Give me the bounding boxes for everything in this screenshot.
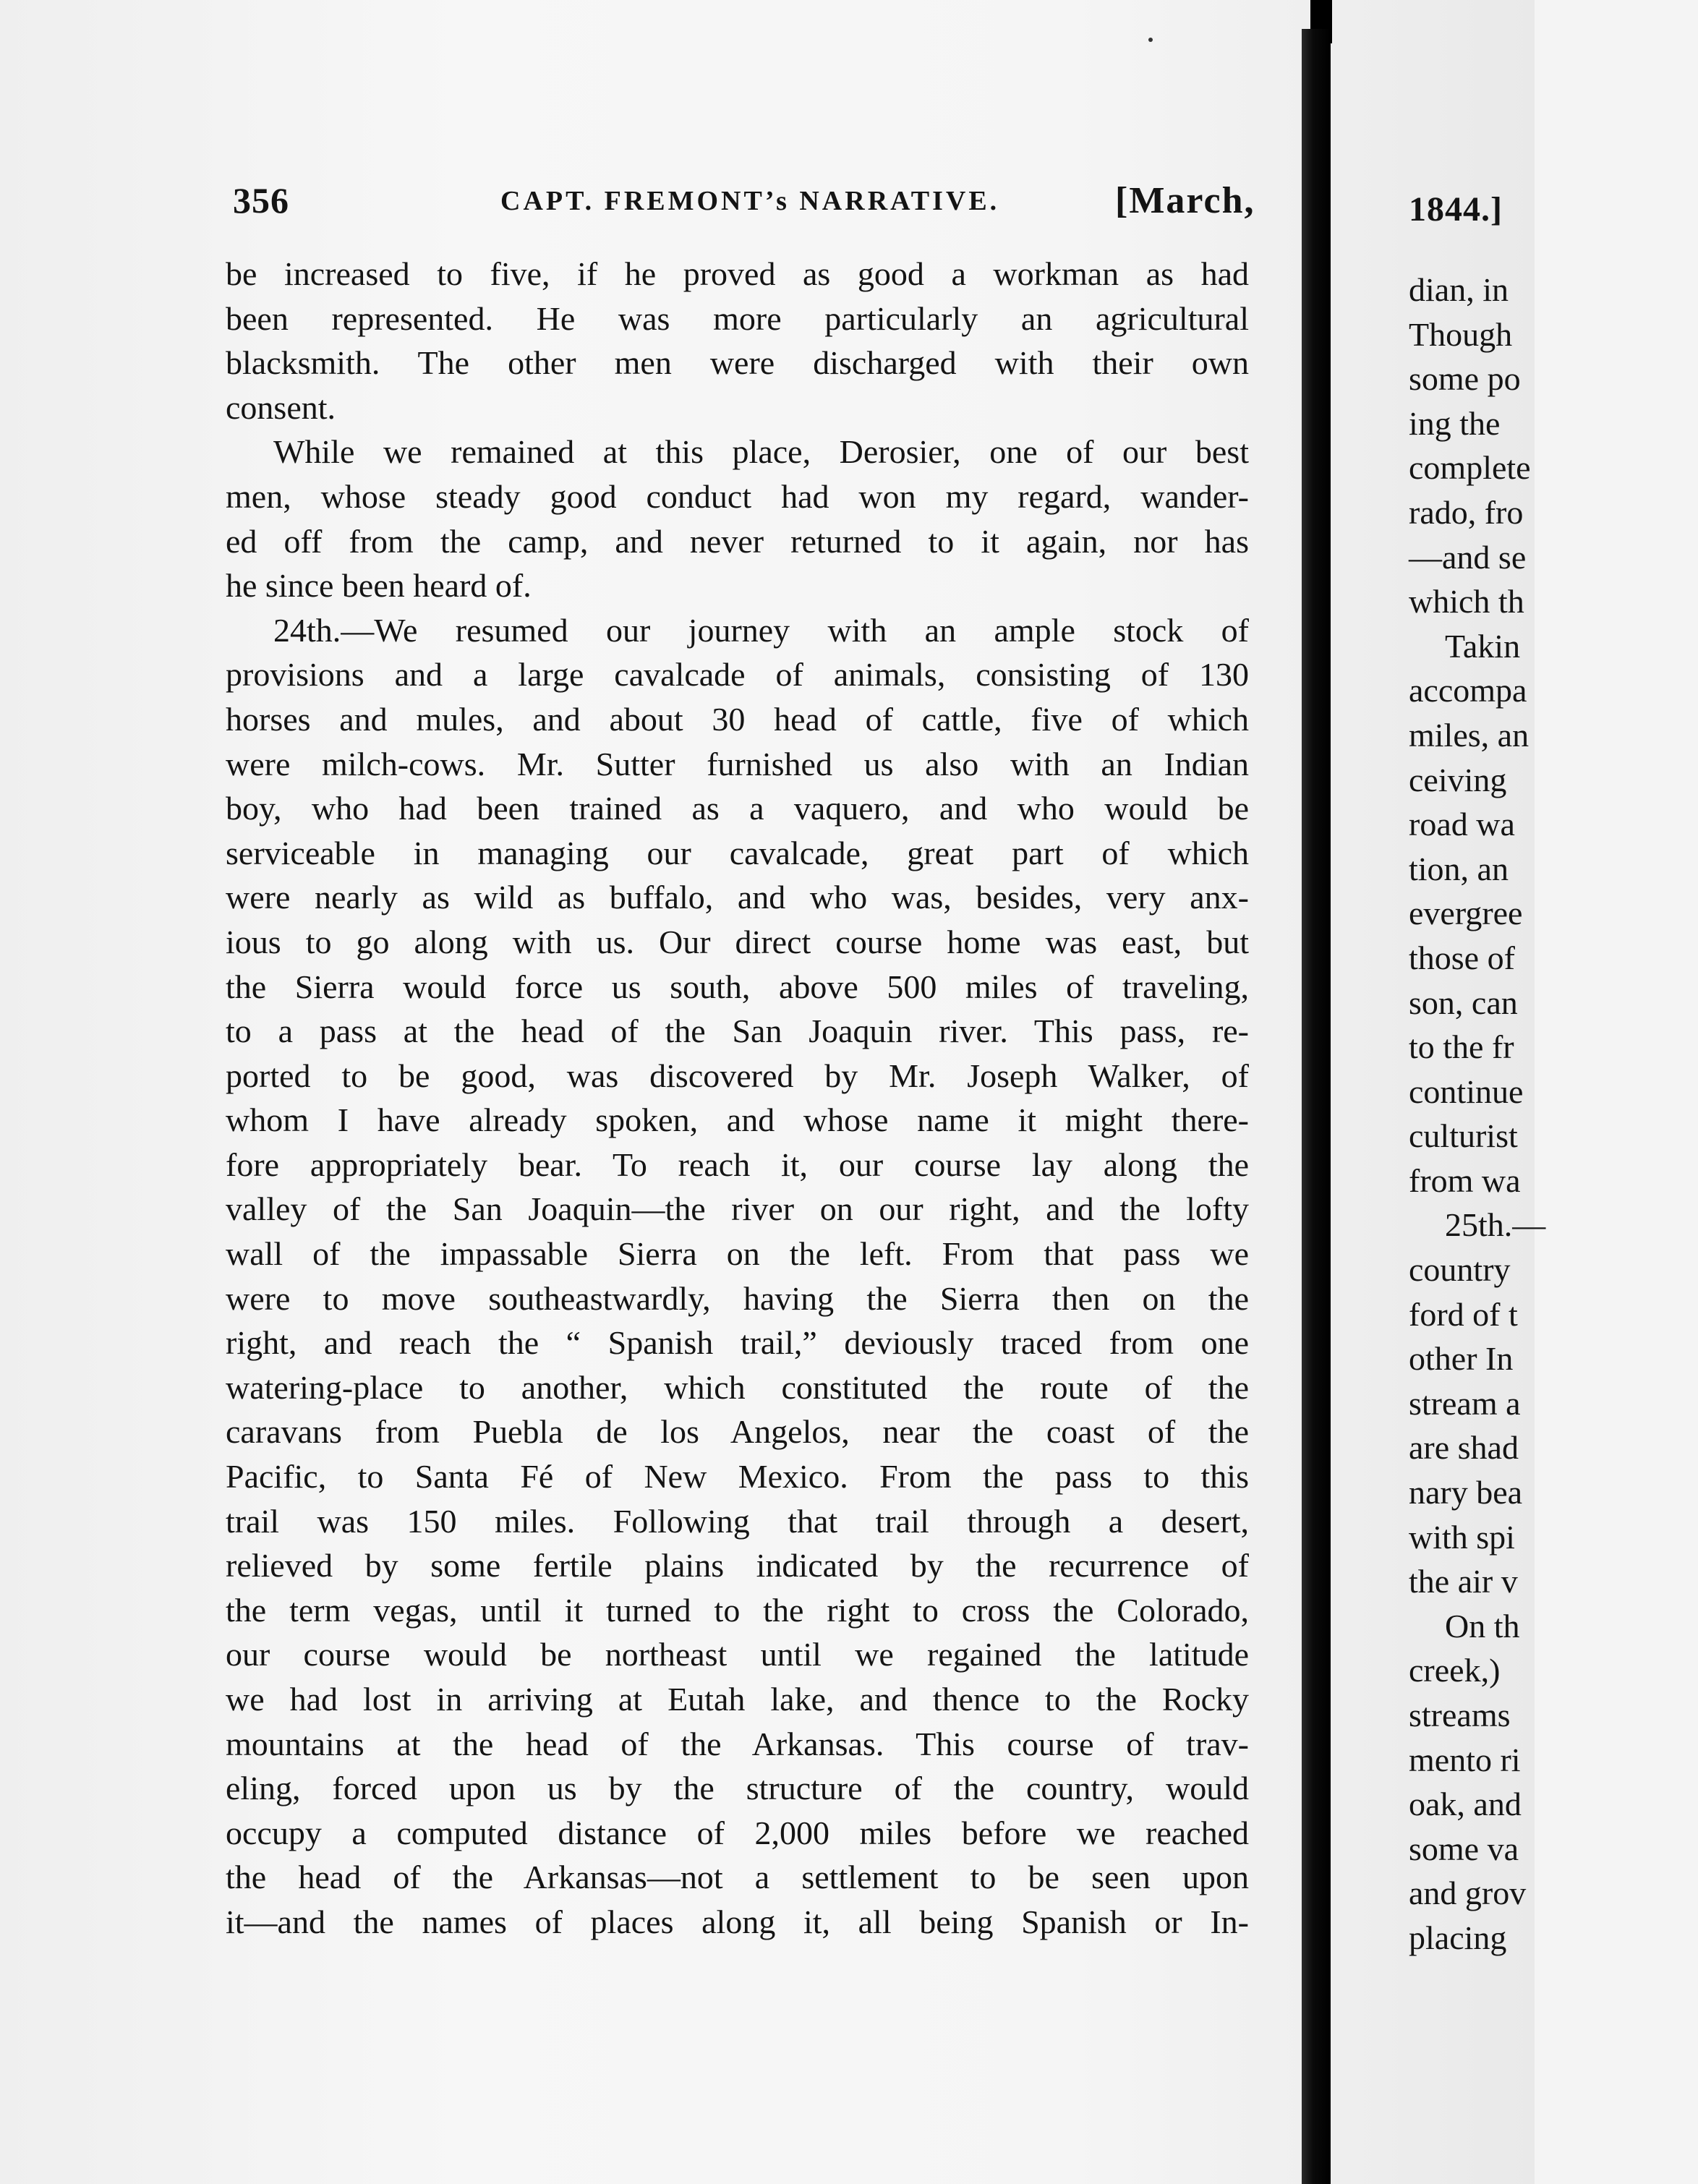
text-line: right, and reach the “ Spanish trail,” deviously traced from one bbox=[226, 1324, 1249, 1362]
text-line: ported to be good, was discovered by Mr. Joseph Walker, of bbox=[226, 1057, 1249, 1094]
text-line: horses and mules, and about 30 head of cattle, five of which bbox=[226, 700, 1249, 738]
text-line: On th bbox=[1445, 1607, 1520, 1645]
text-line: been represented. He was more particularly an agricultural bbox=[226, 299, 1249, 337]
text-line: from wa bbox=[1409, 1161, 1521, 1199]
text-line: wall of the impassable Sierra on the left. From that pass we bbox=[226, 1235, 1249, 1273]
text-line: whom I have already spoken, and whose name it might there- bbox=[226, 1101, 1249, 1139]
text-line: creek,) bbox=[1409, 1652, 1501, 1689]
text-line: nary bea bbox=[1409, 1474, 1523, 1511]
text-line: dian, in bbox=[1409, 271, 1509, 308]
text-line: be increased to five, if he proved as good a workman as had bbox=[226, 255, 1249, 292]
text-line: blacksmith. The other men were discharged with their own bbox=[226, 344, 1249, 382]
page-number: 356 bbox=[233, 180, 289, 221]
text-line: 25th.— bbox=[1445, 1206, 1546, 1244]
text-line: culturist bbox=[1409, 1117, 1518, 1155]
text-line: were nearly as wild as buffalo, and who was, besides, very anx- bbox=[226, 879, 1249, 916]
text-line: caravans from Puebla de los Angelos, near the coast of the bbox=[226, 1413, 1249, 1451]
text-line: Takin bbox=[1445, 627, 1521, 665]
text-line: it—and the names of places along it, all being Spanish or In- bbox=[226, 1903, 1249, 1940]
text-line: and grov bbox=[1409, 1874, 1527, 1912]
text-line: our course would be northeast until we regained the latitude bbox=[226, 1636, 1249, 1673]
text-line: were milch-cows. Mr. Sutter furnished us also with an Indian bbox=[226, 745, 1249, 782]
text-line: trail was 150 miles. Following that trail through a desert, bbox=[226, 1502, 1249, 1540]
text-line: with spi bbox=[1409, 1518, 1515, 1556]
text-line: are shad bbox=[1409, 1429, 1519, 1467]
text-line: to the fr bbox=[1409, 1028, 1514, 1066]
text-line: 24th.—We resumed our journey with an ample stock of bbox=[273, 611, 1249, 649]
page-gutter bbox=[1302, 29, 1331, 2184]
text-line: Pacific, to Santa Fé of New Mexico. From the pass to this bbox=[226, 1458, 1249, 1496]
text-line: which th bbox=[1409, 583, 1524, 620]
text-line: —and se bbox=[1409, 538, 1527, 576]
text-line: oak, and bbox=[1409, 1786, 1522, 1823]
text-line: some po bbox=[1409, 360, 1521, 398]
text-line: ceiving bbox=[1409, 761, 1507, 798]
text-line: serviceable in managing our cavalcade, great part of which bbox=[226, 834, 1249, 871]
text-line: road wa bbox=[1409, 806, 1515, 843]
text-line: country bbox=[1409, 1251, 1511, 1289]
text-line: were to move southeastwardly, having the Sierra then on the bbox=[226, 1279, 1249, 1317]
text-line: tion, an bbox=[1409, 850, 1509, 887]
text-line: ious to go along with us. Our direct course home was east, but bbox=[226, 923, 1249, 960]
text-line: While we remained at this place, Derosier, one of our best bbox=[273, 433, 1249, 471]
text-line: eling, forced upon us by the structure of the country, would bbox=[226, 1770, 1249, 1807]
text-line: provisions and a large cavalcade of animals, consisting of 130 bbox=[226, 656, 1249, 694]
text-line: placing bbox=[1409, 1919, 1507, 1956]
text-line: mountains at the head of the Arkansas. This course of trav- bbox=[226, 1725, 1249, 1762]
running-head bbox=[233, 179, 1255, 237]
text-line: relieved by some fertile plains indicated by the recurrence of bbox=[226, 1547, 1249, 1584]
text-line: ed off from the camp, and never returned to it again, nor has bbox=[226, 522, 1249, 560]
text-line: stream a bbox=[1409, 1384, 1521, 1422]
text-line: the Sierra would force us south, above 500 miles of traveling, bbox=[226, 968, 1249, 1005]
text-line: accompa bbox=[1409, 672, 1527, 709]
text-line: boy, who had been trained as a vaquero, and who would be bbox=[226, 790, 1249, 827]
text-line: ing the bbox=[1409, 404, 1501, 442]
text-line: ford of t bbox=[1409, 1295, 1518, 1333]
text-line: men, whose steady good conduct had won my regard, wander- bbox=[226, 477, 1249, 515]
right-page-fragment bbox=[1336, 0, 1546, 2184]
running-month: [March, bbox=[1115, 180, 1255, 221]
text-line: son, can bbox=[1409, 984, 1518, 1021]
text-line: Though bbox=[1409, 315, 1513, 353]
right-body-text bbox=[1409, 268, 1698, 1961]
text-line: some va bbox=[1409, 1830, 1519, 1867]
running-title: CAPT. FREMONT’s NARRATIVE. bbox=[500, 186, 1000, 216]
text-line: watering-place to another, which constituted the route of the bbox=[226, 1368, 1249, 1406]
text-line: he since been heard of. bbox=[226, 567, 532, 605]
text-line: the air v bbox=[1409, 1563, 1518, 1600]
text-line: miles, an bbox=[1409, 716, 1530, 754]
text-line: fore appropriately bear. To reach it, our course lay along the bbox=[226, 1146, 1249, 1183]
text-line: evergree bbox=[1409, 895, 1523, 932]
text-line: those of bbox=[1409, 939, 1515, 976]
text-line: complete bbox=[1409, 449, 1531, 487]
text-line: valley of the San Joaquin—the river on our right, and the lofty bbox=[226, 1190, 1249, 1228]
text-line: other In bbox=[1409, 1340, 1514, 1378]
text-line: the head of the Arkansas—not a settlement to be seen upon bbox=[226, 1859, 1249, 1896]
right-running-head: 1844.] bbox=[1409, 190, 1503, 229]
text-line: the term vegas, until it turned to the right to cross the Colorado, bbox=[226, 1591, 1249, 1629]
text-line: consent. bbox=[226, 388, 336, 426]
text-line: streams bbox=[1409, 1697, 1511, 1733]
text-line: we had lost in arriving at Eutah lake, and thence to the Rocky bbox=[226, 1681, 1249, 1718]
body-text bbox=[226, 252, 1249, 1945]
text-line: mento ri bbox=[1409, 1741, 1521, 1778]
text-line: rado, fro bbox=[1409, 493, 1524, 531]
text-line: occupy a computed distance of 2,000 miles before we reached bbox=[226, 1814, 1249, 1851]
text-line: continue bbox=[1409, 1072, 1524, 1110]
text-line: to a pass at the head of the San Joaquin river. This pass, re- bbox=[226, 1012, 1249, 1050]
